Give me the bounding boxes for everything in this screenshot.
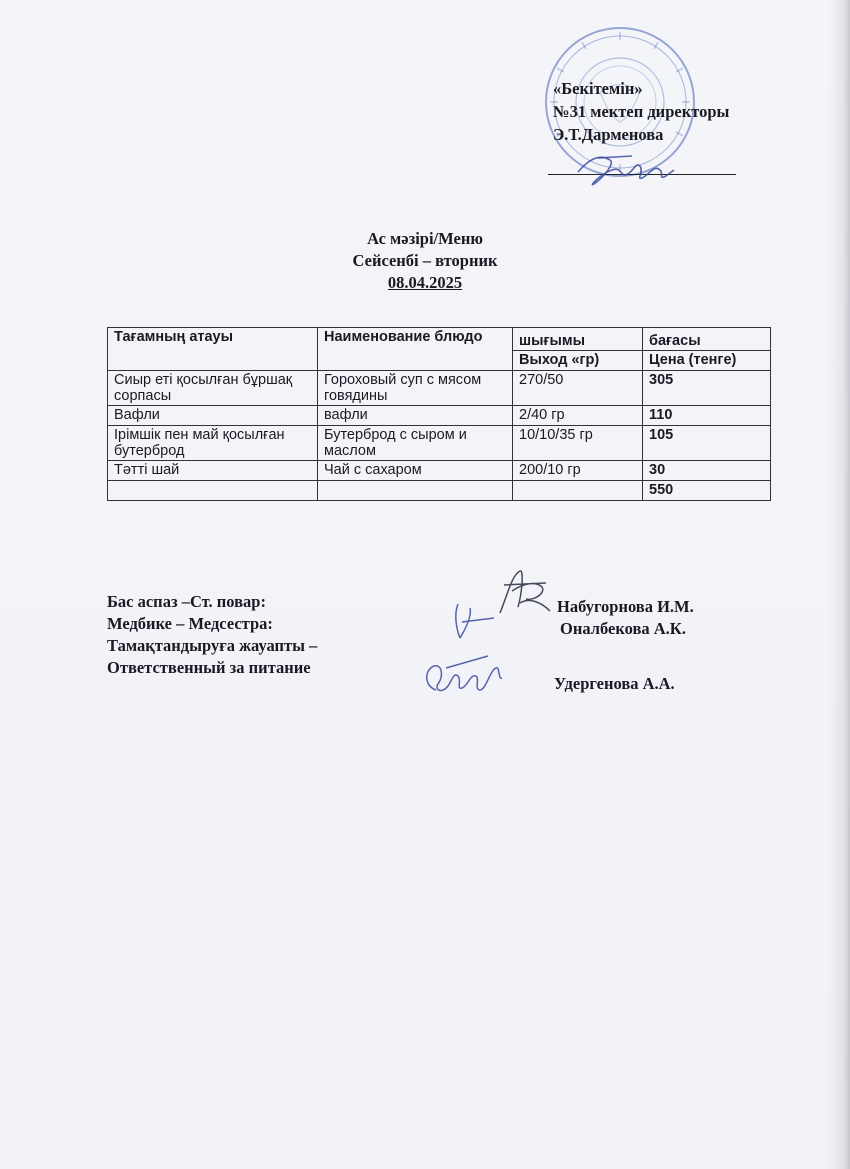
chef-signature xyxy=(490,563,560,623)
dish-name-ru: Гороховый суп с мясом говядины xyxy=(318,371,513,406)
dish-name-ru: Чай с сахаром xyxy=(318,461,513,481)
menu-title: Ас мәзірі/Меню xyxy=(367,229,483,248)
scan-edge-shadow xyxy=(828,0,850,1169)
dish-price: 30 xyxy=(643,461,771,481)
total-empty-cell xyxy=(108,481,318,501)
header-output-ru: Выход «гр) xyxy=(513,351,643,371)
dish-name-ru: вафли xyxy=(318,406,513,426)
table-total-row xyxy=(108,481,771,501)
dish-price: 305 xyxy=(643,371,771,406)
dish-output: 2/40 гр xyxy=(513,406,643,426)
dish-output: 270/50 xyxy=(513,371,643,406)
responsible-name: Удергенова А.А. xyxy=(554,674,675,693)
chef-role: Бас аспаз –Ст. повар: xyxy=(107,592,266,611)
dish-name-kz: Вафли xyxy=(108,406,318,426)
dish-name-kz: Сиыр еті қосылған бұршақ сорпасы xyxy=(108,371,318,406)
responsible-role-ru: Ответственный за питание xyxy=(107,658,311,677)
table-row xyxy=(108,406,771,426)
dish-name-kz: Тәтті шай xyxy=(108,461,318,481)
header-price-ru: Цена (тенге) xyxy=(643,351,771,371)
dish-price: 110 xyxy=(643,406,771,426)
approval-position: №31 мектеп директоры xyxy=(553,102,730,121)
total-price: 550 xyxy=(643,481,771,501)
approval-title: «Бекітемін» xyxy=(553,79,643,98)
table-row xyxy=(108,461,771,481)
menu-date: 08.04.2025 xyxy=(387,273,463,292)
total-empty-cell xyxy=(318,481,513,501)
dish-output: 10/10/35 гр xyxy=(513,426,643,461)
menu-day: Сейсенбі – вторник xyxy=(352,251,498,270)
responsible-signature xyxy=(416,650,516,705)
header-name-kz: Тағамның атауы xyxy=(108,328,318,371)
dish-price: 105 xyxy=(643,426,771,461)
header-price-kz: бағасы xyxy=(643,328,771,351)
approval-block xyxy=(553,77,729,146)
table-row xyxy=(108,426,771,461)
chef-name: Набугорнова И.М. xyxy=(557,597,694,616)
staff-roles xyxy=(107,591,317,679)
nurse-signature xyxy=(450,598,500,643)
director-signature xyxy=(570,140,680,195)
dish-output: 200/10 гр xyxy=(513,461,643,481)
table-header-row xyxy=(108,328,771,351)
menu-table xyxy=(107,327,771,501)
nurse-name: Оналбекова А.К. xyxy=(560,619,686,638)
nurse-role: Медбике – Медсестра: xyxy=(107,614,273,633)
header-name-ru: Наименование блюдо xyxy=(318,328,513,371)
dish-name-kz: Ірімшік пен май қосылған бутерброд xyxy=(108,426,318,461)
approval-director-name: Э.Т.Дарменова xyxy=(553,125,664,144)
table-row xyxy=(108,371,771,406)
total-empty-cell xyxy=(513,481,643,501)
header-output-kz: шығымы xyxy=(513,328,643,351)
dish-name-ru: Бутерброд с сыром и маслом xyxy=(318,426,513,461)
responsible-role-kz: Тамақтандыруға жауапты – xyxy=(107,636,318,655)
menu-date-wrapper xyxy=(0,272,850,294)
